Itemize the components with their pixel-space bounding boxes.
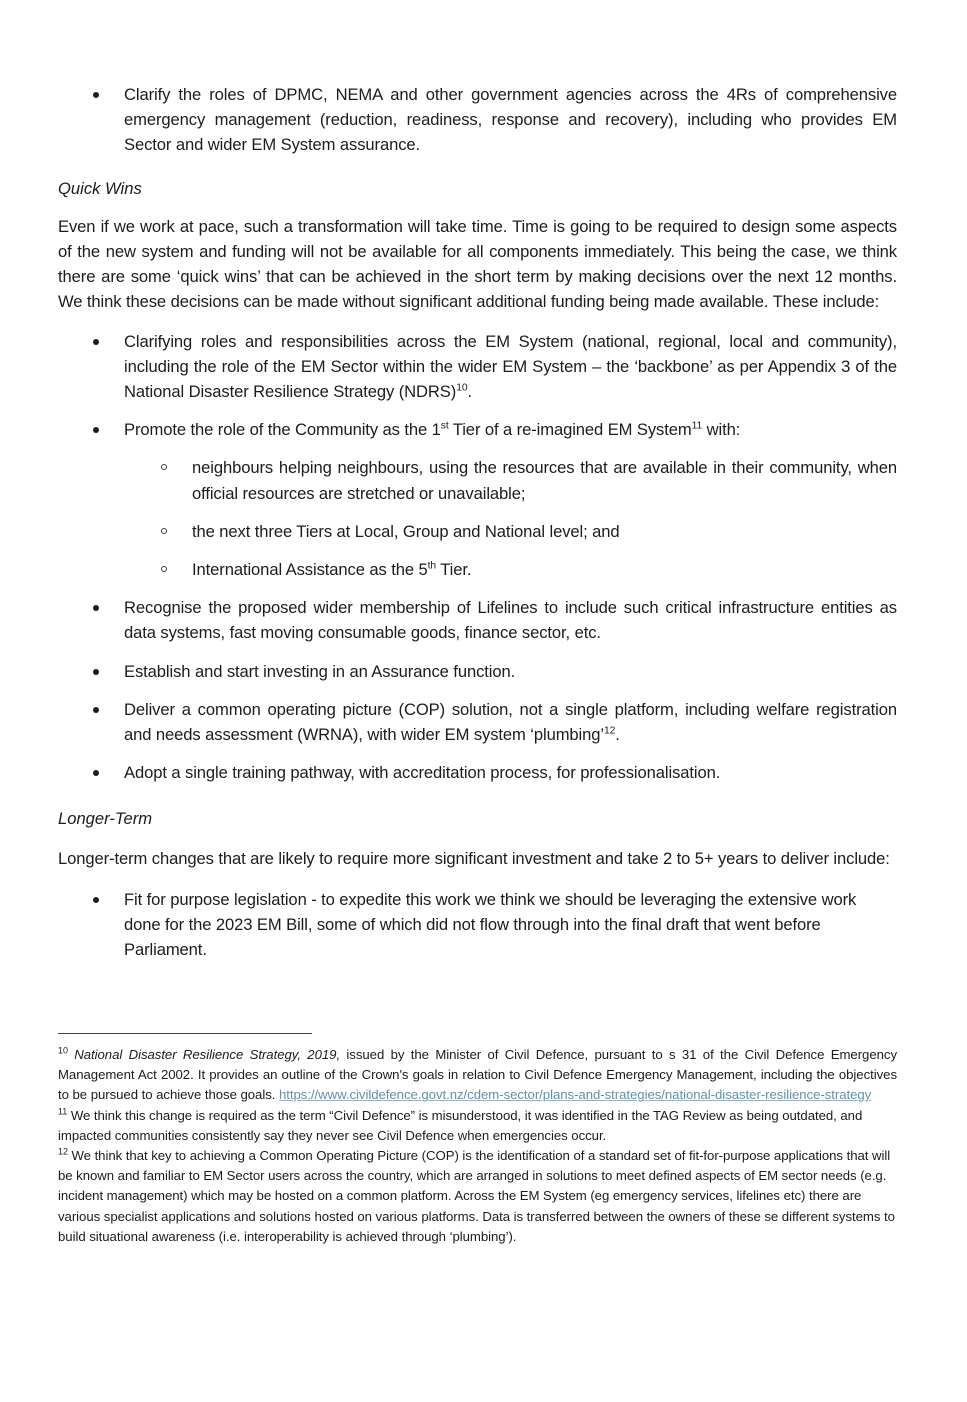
footnote-ref-10: 10 [456, 382, 468, 394]
footnotes-area [58, 1033, 897, 1247]
longer-term-bullet-list [58, 887, 897, 963]
list-item [58, 659, 897, 684]
quick-wins-intro-paragraph: Even if we work at pace, such a transformation will take time. Time is going to be required to design some aspects of the new system and funding will not be available for all components immediately. This being the case, we think there are some ‘quick wins’ that can be achieved in the short term by making decisions over the next 12 months. We think these decisions can be made without significant additional funding being made available. These include: [58, 216, 897, 312]
footnote-marker: 11 [58, 1106, 68, 1117]
quick-wins-bullet-list [58, 329, 897, 786]
footnote-italic-title: National Disaster Resilience Strategy, 2019, [74, 1047, 341, 1062]
bullet-text: Fit for purpose legislation - to expedite this work we think we should be leveraging the extensive work done for the 2023 EM Bill, some of which did not flow through into the final draft that went before Parliament. [124, 889, 857, 960]
footnote-ref-11: 11 [691, 420, 703, 432]
footnote-link-ndrs[interactable]: https://www.civildefence.govt.nz/cdem-sector/plans-and-strategies/national-disaster-resilience-strategy [278, 1087, 872, 1103]
bullet-text: Deliver a common operating picture (COP) solution, not a single platform, including welfare registration and needs assessment (WRNA), with wider EM system ‘plumbing’ [124, 699, 897, 745]
sub-bullet-list [124, 455, 897, 582]
bullet-text: Recognise the proposed wider membership of Lifelines to include such critical infrastructure entities as data systems, fast moving consumable goods, finance sector, etc. [124, 598, 897, 643]
footnote-ref-12: 12 [604, 725, 616, 737]
sub-bullet-text-tail: Tier. [436, 560, 472, 580]
sub-bullet-text: neighbours helping neighbours, using the resources that are available in their community, when official resources are stretched or unavailable; [192, 458, 897, 503]
bullet-text-mid: Tier of a re-imagined EM System [448, 420, 692, 440]
bullet-text-tail: . [615, 725, 620, 745]
list-item [58, 82, 897, 158]
bullet-text-tail: . [467, 382, 472, 402]
footnote-body: We think that key to achieving a Common Operating Picture (COP) is the identification of a standard set of fit-for-purpose applications that will be known and familiar to EM Sector users across the country, which are arranged in solutions to meet defined aspects of EM sector needs (e.g. incident management) which may be hosted on a common platform. Across the EM System (eg emergency services, lifelines etc) there are various specialist applications and solutions hosted on various platforms. Data is transferred between the owners of these se different systems to build situational awareness (i.e. interoperability is achieved through ‘plumbing’). [58, 1148, 895, 1244]
page-number [0, 1388, 967, 1398]
footnote-10 [58, 1045, 897, 1106]
footnote-separator-rule [58, 1033, 312, 1034]
list-item [124, 519, 897, 544]
ordinal-suffix-st: st [440, 420, 449, 432]
footnote-marker: 10 [58, 1045, 68, 1056]
bullet-text: Adopt a single training pathway, with accreditation process, for professionalisation. [124, 763, 721, 783]
bullet-text: Establish and start investing in an Assurance function. [124, 661, 516, 681]
bullet-text: Promote the role of the Community as the 1 [124, 420, 441, 440]
bullet-text: Clarifying roles and responsibilities across the EM System (national, regional, local and community), including the role of the EM Sector within the wider EM System – the ‘backbone’ as per Appendix 3 of the National Disaster Resilience Strategy (NDRS) [124, 331, 897, 402]
ordinal-suffix-th: th [427, 560, 436, 572]
list-item [58, 329, 897, 405]
list-item [58, 887, 897, 963]
bullet-text: Clarify the roles of DPMC, NEMA and other government agencies across the 4Rs of comprehensive emergency management (reduction, readiness, response and recovery), including who provides EM Sector and wider EM System assurance. [124, 85, 897, 155]
section-heading-longer-term: Longer-Term [58, 809, 153, 829]
sub-bullet-text: International Assistance as the 5 [192, 560, 428, 580]
top-bullet-list [58, 82, 897, 158]
list-item [58, 697, 897, 747]
list-item [58, 417, 897, 582]
footnote-11 [58, 1106, 897, 1146]
longer-term-intro-paragraph: Longer-term changes that are likely to require more significant investment and take 2 to 5+ years to deliver include: [58, 848, 890, 868]
list-item [58, 760, 897, 785]
footnote-marker: 12 [58, 1146, 68, 1157]
list-item [58, 595, 897, 645]
list-item [124, 455, 897, 505]
list-item [124, 557, 897, 582]
footnote-12 [58, 1146, 897, 1247]
page-content [58, 82, 897, 962]
sub-bullet-text: the next three Tiers at Local, Group and National level; and [192, 521, 620, 541]
footnote-body: We think this change is required as the term “Civil Defence” is misunderstood, it was identified in the TAG Review as being outdated, and impacted communities consistently say they never see Civil Defence when emergencies occur. [58, 1107, 863, 1143]
bullet-text-tail: with: [702, 420, 741, 440]
section-heading-quick-wins: Quick Wins [58, 178, 142, 198]
footnote-body: issued by the Minister of Civil Defence, pursuant to s 31 of the Civil Defence Emergency Management Act 2002. It provides an outline of the Crown's goals in relation to Civil Defence Emergency Management, including the objectives to be pursued to achieve those goals. [58, 1047, 897, 1103]
